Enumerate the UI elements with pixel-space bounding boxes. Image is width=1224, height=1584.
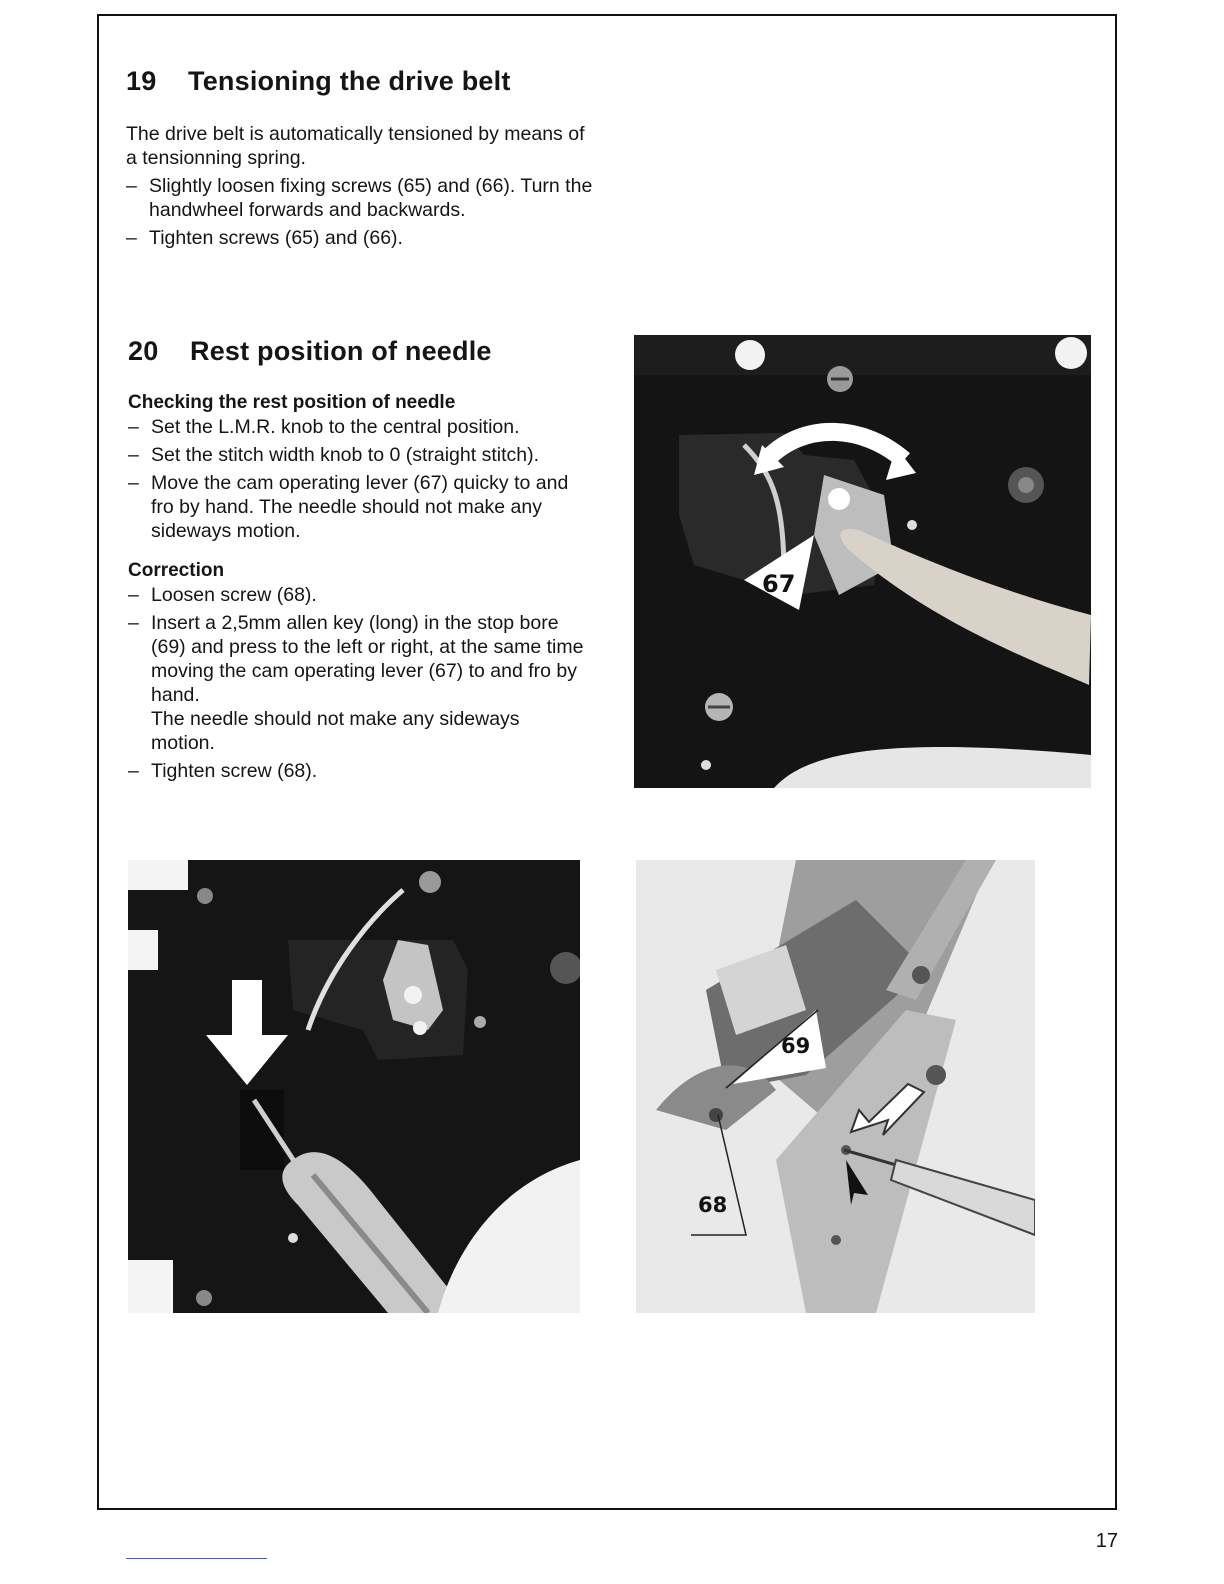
section-number: 19 (126, 66, 157, 96)
list-item: – Set the L.M.R. knob to the central position. (128, 415, 588, 439)
section-19-heading (126, 66, 511, 97)
section-19-body (126, 122, 596, 254)
list-item: – Tighten screws (65) and (66). (126, 226, 596, 250)
correction-heading: Correction (128, 560, 225, 581)
steps-list (126, 174, 596, 250)
page-number: 17 (1095, 1530, 1118, 1552)
steps-list (128, 583, 588, 783)
callout-69: 69 (781, 1034, 811, 1058)
stop-bore-photo (636, 860, 1035, 1313)
list-item: – Move the cam operating lever (67) quicky to and fro by hand. The needle should not make any sideways motion. (128, 471, 588, 543)
list-item: – Insert a 2,5mm allen key (long) in the stop bore (69) and press to the left or right, at the same time moving the cam operating lever (67) to and fro by hand. (128, 611, 588, 707)
footer-rule (126, 1558, 267, 1559)
lever-photo (634, 335, 1091, 788)
section-20-body (128, 391, 588, 787)
list-item: – Slightly loosen fixing screws (65) and (66). Turn the handwheel forwards and backwards. (126, 174, 596, 222)
continuation-text: The needle should not make any sideways motion. (151, 708, 520, 754)
section-title: Tensioning the drive belt (188, 66, 511, 96)
section-number: 20 (128, 336, 159, 366)
checking-heading: Checking the rest position of needle (128, 392, 456, 413)
list-item: – Set the stitch width knob to 0 (straight stitch). (128, 443, 588, 467)
section-title: Rest position of needle (190, 336, 492, 366)
allen-key-photo (128, 860, 580, 1313)
callout-67: 67 (762, 570, 796, 598)
steps-list (128, 415, 588, 543)
callout-68: 68 (698, 1193, 728, 1217)
list-item: – Loosen screw (68). (128, 583, 588, 607)
list-item: – Tighten screw (68). (128, 759, 588, 783)
intro-text: The drive belt is automatically tensioned by means of a tensionning spring. (126, 123, 585, 169)
section-20-heading (128, 336, 492, 367)
